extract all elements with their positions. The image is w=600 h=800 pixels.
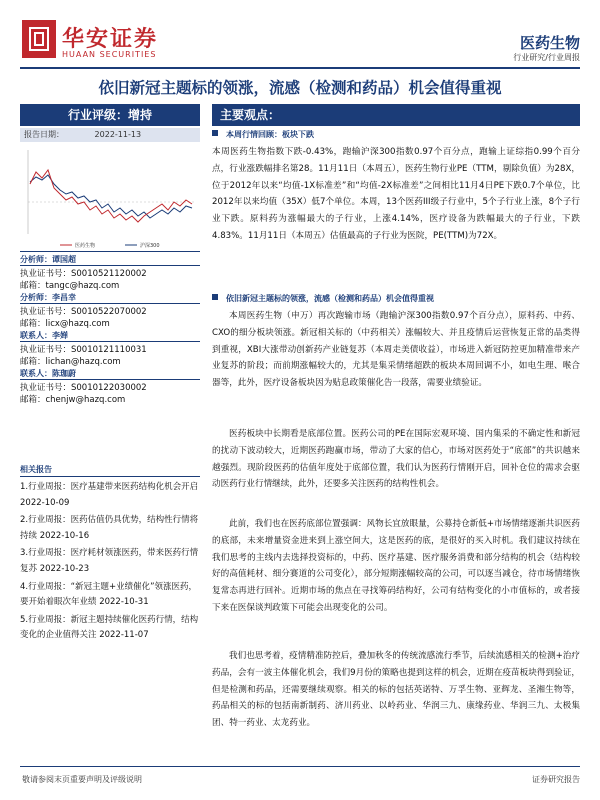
analyst-heading: 分析师：谭国超 [20,254,200,266]
sector-name: 医药生物 [519,34,580,52]
theme-section-title [212,292,580,306]
legend-index-label: 沪深300 [140,243,160,249]
header-divider [20,67,580,69]
logo-english-name: HUAAN SECURITIES [62,50,157,59]
theme-title-text: 依旧新冠主题标的领涨，流感（检测和药品）机会值得重视 [226,294,434,303]
related-report-item[interactable]: 5.行业周报：新冠主题持续催化医药行情，结构变化的企业值得关注 2022-11-07 [20,614,199,641]
body-paragraph: 医药板块中长期看是底部位置。医药公司的PE在国际宏观环境、国内集采的不确定性和新冠的扰动下波动较大，近期医药跑赢市场，带动了大家的信心，市场对医药处于“底部”的共识越来越强烈。现阶段医药的估值年度处于底部位置，我们认为医药行情刚开启，回补仓位的需求会驱动医药行业行情继续，此外，还要多关注医药的结构性机会。 [212,429,580,490]
report-date-value: 2022-11-13 [94,130,142,139]
contact-email: 邮箱：lichan@hazq.com [20,357,121,367]
related-reports-heading: 相关报告 [20,463,200,477]
index-series-line [30,175,192,218]
bullet-square-icon [212,130,218,136]
contact-cert: 执业证书号：S0010121110031 [20,345,147,355]
body-paragraph: 此前，我们也在医药底部位置强调：风物长宜放眼量，公募持仓新低+市场情绪逐渐共识医药的底部，未来增量资金进来到上涨空间大，这是医药的底，是很好的买入时机。我们建议持续在我们思考的主线内去选择投资标的，中药、医疗基建、医疗服务消费和部分结构的机会（结构较好的高值耗材、细分赛道的公司变化），部分短期涨幅较高的公司，可以逐当减仓，待市场情绪恢复常态再进行回补。近期市场的焦点在寻找筹码结构好，公司有结构变化的小市值标的，或者接下来在医保谈判政策下可能会出现变化的公司。 [212,519,580,613]
report-title: 依旧新冠主题标的领涨，流感（检测和药品）机会值得重视 [98,79,502,97]
performance-chart [20,142,200,252]
analyst-email: 邮箱：licx@hazq.com [20,319,110,329]
main-points-heading: 主要观点： [212,104,580,126]
performance-chart-svg [20,142,200,252]
contact-heading: 联系人：陈珈蔚 [20,368,200,380]
weekly-review-section-title [212,128,580,142]
analyst-email: 邮箱：tangc@hazq.com [20,281,120,291]
disclaimer-note: 敬请参阅末页重要声明及评级说明 [22,775,142,784]
related-report-item[interactable]: 1.行业周报：医疗基建带来医药结构化机会开启 2022-10-09 [20,482,199,508]
footer-report-type: 证券研究报告 [532,775,580,784]
contact-email: 邮箱：chenjw@hazq.com [20,395,126,405]
logo-chinese-name: 华安证券 [62,26,159,52]
huaan-logo-icon [22,20,56,58]
weekly-review-paragraph: 本周医药生物指数下跌-0.43%，跑输沪深300指数0.97个百分点，跑输上证综指0.99个百分点，行业涨跌幅排名第28。11月11日（本周五），医药生物行业PE（TTM，剔除负值）为28X，位于2012年以来“均值-1X标准差”和“均值-2X标准差”之间相比11月4日PE下跌0.7个单位，比2012年以来均值（35X）低7个单位。本周，13个医药III级子行业中，5个子行业上涨，8个子行业下跌。原料药为涨幅最大的子行业，上涨4.14%，医疗设备为跌幅最大的子行业，下跌4.83%。11月11日（本周五）估值最高的子行业为医院，PE(TTM)为72X。 [212,147,580,241]
analyst-list [20,254,200,406]
report-date [20,128,200,142]
analyst-cert: 执业证书号：S0010521120002 [20,269,147,279]
report-header [0,0,600,70]
related-report-item[interactable]: 3.行业周报：医疗耗材领涨医药，带来医药行情复苏 2022-10-23 [20,548,199,574]
footer-divider [20,766,580,767]
legend-sector-label: 医药生物 [75,243,96,249]
related-reports [20,463,200,646]
related-report-item[interactable]: 4.行业周报：“新冠主题+业绩催化”领涨医药，要开始着眼次年业绩 2022-10-31 [20,581,198,608]
report-subtype: 行业研究/行业周报 [513,53,580,62]
industry-rating: 行业评级：增持 [20,104,200,126]
bullet-square-icon [212,294,218,300]
body-paragraph: 本周医药生物（申万）再次跑输市场（跑输沪深300指数0.97个百分点），原料药、中药、CXO的细分板块领涨。新冠相关标的（中药相关）涨幅较大、并且疫情后运营恢复正常的品类得到重视，XBI大涨带动创新药产业链复苏（本周走美债收益），市场进入新冠防控更加精准带来产业复苏的阶段；而前期涨幅较大的，尤其是集采情绪超跌的板块本周回调不小，如电生理、喉合器等，此外，医疗设备板块因为贴息政策催化告一段落，需要业绩验证。 [212,311,580,389]
contact-heading: 联系人：李婵 [20,330,200,342]
contact-cert: 执业证书号：S0010122030002 [20,383,147,393]
analyst-cert: 执业证书号：S0010522070002 [20,307,147,317]
weekly-review-title-text: 本周行情回顾：板块下跌 [226,130,314,139]
related-report-item[interactable]: 2.行业周报：医药估值仍具优势，结构性行情将持续 2022-10-16 [20,515,199,541]
report-date-label: 报告日期： [24,130,64,139]
analyst-heading: 分析师：李昌幸 [20,292,200,304]
body-paragraph: 我们也思考着，疫情精准防控后，叠加秋冬的传统流感流行季节，后续流感相关的检测+治疗药品，会有一波主体催化机会，我们9月份的策略也提到这样的机会，近期在疫苗板块得到验证，但是检测和药品，还需要继续观察。相关的标的包括英诺特、万孚生物、亚辉龙、圣湘生物等，药品相关的标的包括南新制药、济川药业、以岭药业、华润三九、康缘药业、华润三九、太极集团、特一药业、太龙药业。 [212,651,580,729]
